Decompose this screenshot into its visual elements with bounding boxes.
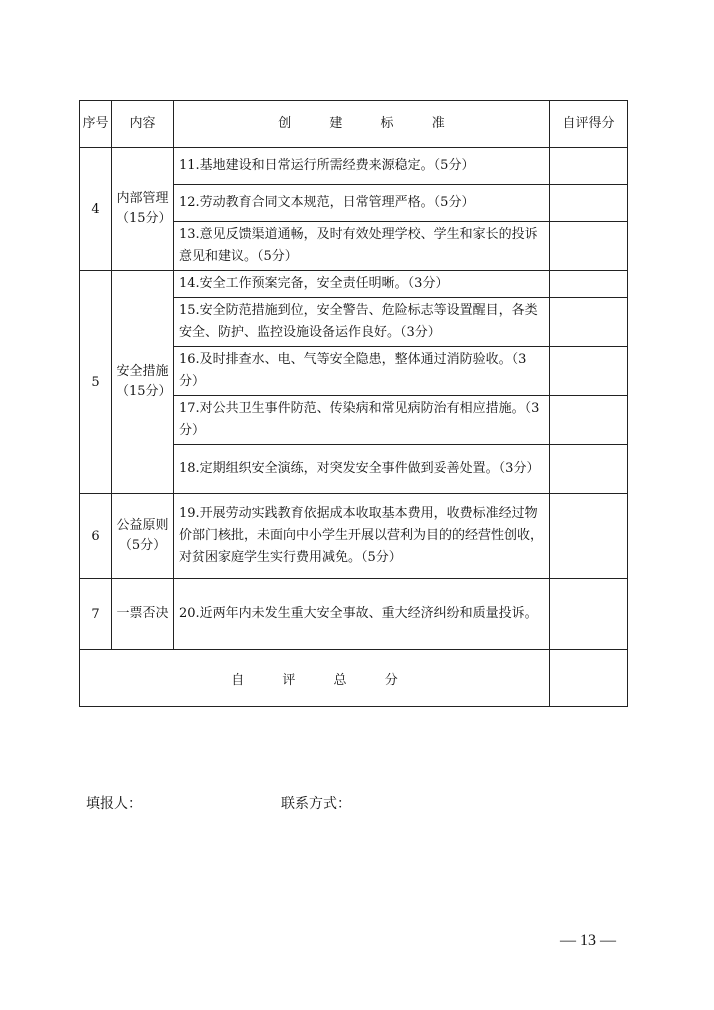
standard-item: 14.安全工作预案完备，安全责任明晰。（3分） xyxy=(174,271,550,298)
form-footer xyxy=(86,793,486,817)
total-score-cell[interactable] xyxy=(550,650,628,707)
section-seq: 4 xyxy=(80,148,112,271)
score-cell[interactable] xyxy=(550,185,628,222)
score-cell[interactable] xyxy=(550,347,628,396)
score-cell[interactable] xyxy=(550,445,628,494)
standard-item: 17.对公共卫生事件防范、传染病和常见病防治有相应措施。（3分） xyxy=(174,396,550,445)
table-row xyxy=(80,271,628,298)
standard-item: 15.安全防范措施到位，安全警告、危险标志等设置醒目，各类安全、防护、监控设施设备运作良好。（3分） xyxy=(174,298,550,347)
standard-item: 20.近两年内未发生重大安全事故、重大经济纠纷和质量投诉。 xyxy=(174,579,550,650)
table-row xyxy=(80,148,628,185)
section-seq: 6 xyxy=(80,494,112,579)
standard-item: 19.开展劳动实践教育依据成本收取基本费用，收费标准经过物价部门核批，未面向中小学生开展以营利为目的的经营性创收，对贫困家庭学生实行费用减免。（5分） xyxy=(174,494,550,579)
standard-item: 16.及时排查水、电、气等安全隐患，整体通过消防验收。（3分） xyxy=(174,347,550,396)
section-category: 公益原则（5分） xyxy=(112,494,174,579)
header-standard-text: 创 建 标 准 xyxy=(278,116,462,131)
section-seq: 7 xyxy=(80,579,112,650)
score-cell[interactable] xyxy=(550,222,628,271)
total-label xyxy=(80,650,550,707)
section-category: 内部管理（15分） xyxy=(112,148,174,271)
standard-item: 18.定期组织安全演练，对突发安全事件做到妥善处置。（3分） xyxy=(174,445,550,494)
standard-item: 13.意见反馈渠道通畅，及时有效处理学校、学生和家长的投诉意见和建议。（5分） xyxy=(174,222,550,271)
header-row xyxy=(80,101,628,148)
table-row xyxy=(80,579,628,650)
header-seq: 序号 xyxy=(80,101,112,148)
page-number: — 13 — xyxy=(560,932,616,949)
table-row xyxy=(80,494,628,579)
standard-item: 12.劳动教育合同文本规范，日常管理严格。（5分） xyxy=(174,185,550,222)
score-cell[interactable] xyxy=(550,148,628,185)
score-cell[interactable] xyxy=(550,579,628,650)
contact-label: 联系方式： xyxy=(281,796,351,812)
header-score: 自评得分 xyxy=(550,101,628,148)
score-cell[interactable] xyxy=(550,494,628,579)
section-category: 一票否决 xyxy=(112,579,174,650)
header-content: 内容 xyxy=(112,101,174,148)
total-label-text: 自 评 总 分 xyxy=(231,672,415,688)
section-seq: 5 xyxy=(80,271,112,494)
section-category: 安全措施（15分） xyxy=(112,271,174,494)
standard-item: 11.基地建设和日常运行所需经费来源稳定。（5分） xyxy=(174,148,550,185)
header-standard xyxy=(174,101,550,148)
score-cell[interactable] xyxy=(550,298,628,347)
score-cell[interactable] xyxy=(550,396,628,445)
filler-label: 填报人： xyxy=(86,796,142,812)
evaluation-table xyxy=(79,100,628,707)
score-cell[interactable] xyxy=(550,271,628,298)
total-row xyxy=(80,650,628,707)
